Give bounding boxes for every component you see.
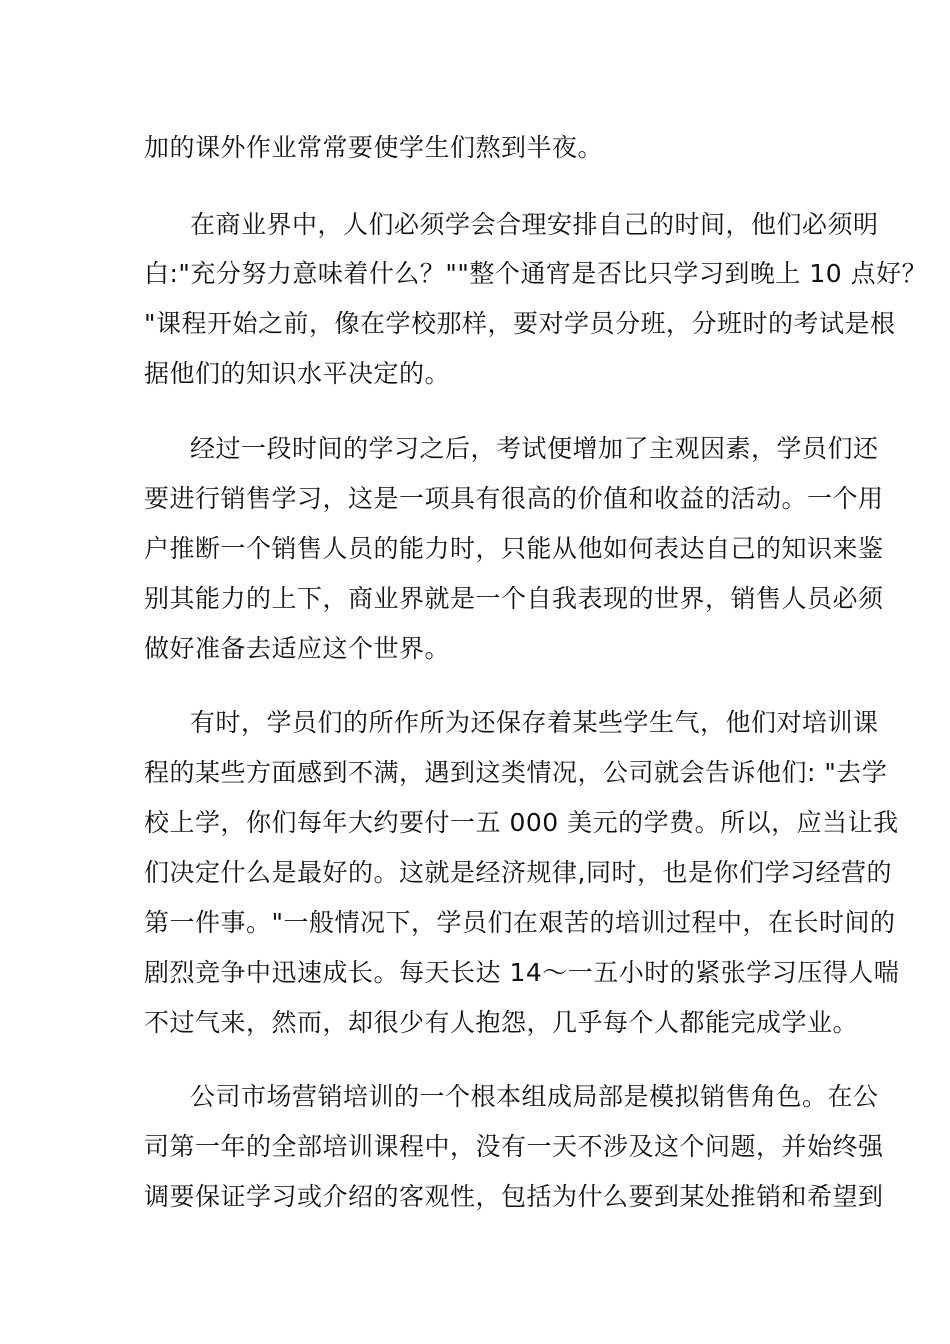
text-line: 加的课外作业常常要使学生们熬到半夜。	[144, 133, 604, 162]
text-line: 经过一段时间的学习之后，考试便增加了主观因素，学员们还	[190, 434, 879, 463]
text-line: 公司市场营销培训的一个根本组成局部是模拟销售角色。在公	[190, 1082, 879, 1111]
text-line: "课程开始之前，像在学校那样，要对学员分班，分班时的考试是根	[144, 309, 896, 338]
text-line: 剧烈竞争中迅速成长。每天长达 14～一五小时的紧张学习压得人喘	[144, 958, 900, 987]
text-line: 有时，学员们的所作所为还保存着某些学生气，他们对培训课	[190, 708, 879, 737]
text-line: 在商业界中，人们必须学会合理安排自己的时间，他们必须明	[190, 210, 879, 239]
text-line: 第一件事。"一般情况下，学员们在艰苦的培训过程中，在长时间的	[144, 908, 896, 937]
text-line: 们决定什么是最好的。这就是经济规律,同时，也是你们学习经营的	[144, 858, 892, 887]
text-line: 司第一年的全部培训课程中，没有一天不涉及这个问题，并始终强	[144, 1132, 884, 1161]
text-line: 别其能力的上下，商业界就是一个自我表现的世界，销售人员必须	[144, 584, 884, 613]
text-line: 要进行销售学习，这是一项具有很高的价值和收益的活动。一个用	[144, 484, 884, 513]
text-line: 调要保证学习或介绍的客观性，包括为什么要到某处推销和希望到	[144, 1182, 884, 1211]
text-line: 校上学，你们每年大约要付一五 000 美元的学费。所以，应当让我	[144, 808, 899, 837]
text-line: 白:"充分努力意味着什么？""整个通宵是否比只学习到晚上 10 点好？	[144, 259, 928, 288]
text-line: 据他们的知识水平决定的。	[144, 359, 451, 388]
text-line: 不过气来，然而，却很少有人抱怨，几乎每个人都能完成学业。	[144, 1008, 859, 1037]
text-line: 户推断一个销售人员的能力时，只能从他如何表达自己的知识来鉴	[144, 534, 884, 563]
text-line: 做好准备去适应这个世界。	[144, 634, 451, 663]
text-line: 程的某些方面感到不满，遇到这类情况，公司就会告诉他们: "去学	[144, 758, 888, 787]
